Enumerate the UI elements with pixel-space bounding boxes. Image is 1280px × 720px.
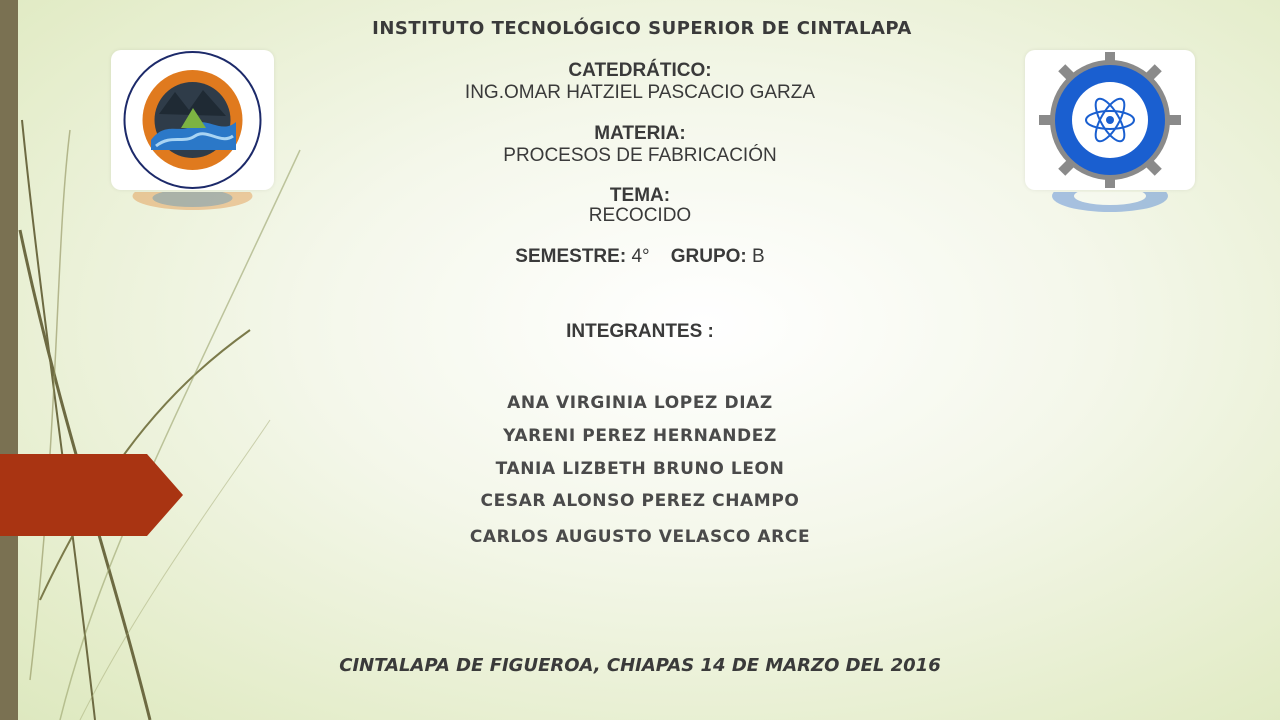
semestre-grupo-line [0,246,1280,268]
tema-value: RECOCIDO [588,205,692,226]
member-name: YARENI PEREZ HERNANDEZ [503,426,777,446]
semestre-label: SEMESTRE: [515,246,627,267]
grupo-label: GRUPO: [670,246,747,267]
catedratico-value: ING.OMAR HATZIEL PASCACIO GARZA [464,82,816,103]
member-name: CARLOS AUGUSTO VELASCO ARCE [469,527,811,547]
institution-title: INSTITUTO TECNOLÓGICO SUPERIOR DE CINTALAPA [372,18,912,39]
member-name: CESAR ALONSO PEREZ CHAMPO [480,491,800,511]
integrantes-label: INTEGRANTES : [566,321,714,342]
grupo-value: B [752,246,765,267]
semestre-value: 4° [631,246,650,267]
tema-label: TEMA: [609,185,671,206]
materia-value: PROCESOS DE FABRICACIÓN [503,145,777,166]
catedratico-label: CATEDRÁTICO: [568,60,712,81]
place-date-footer: CINTALAPA DE FIGUEROA, CHIAPAS 14 DE MARZO DEL 2016 [339,655,941,676]
member-name: ANA VIRGINIA LOPEZ DIAZ [507,393,773,413]
member-name: TANIA LIZBETH BRUNO LEON [495,459,785,479]
materia-label: MATERIA: [594,123,686,144]
